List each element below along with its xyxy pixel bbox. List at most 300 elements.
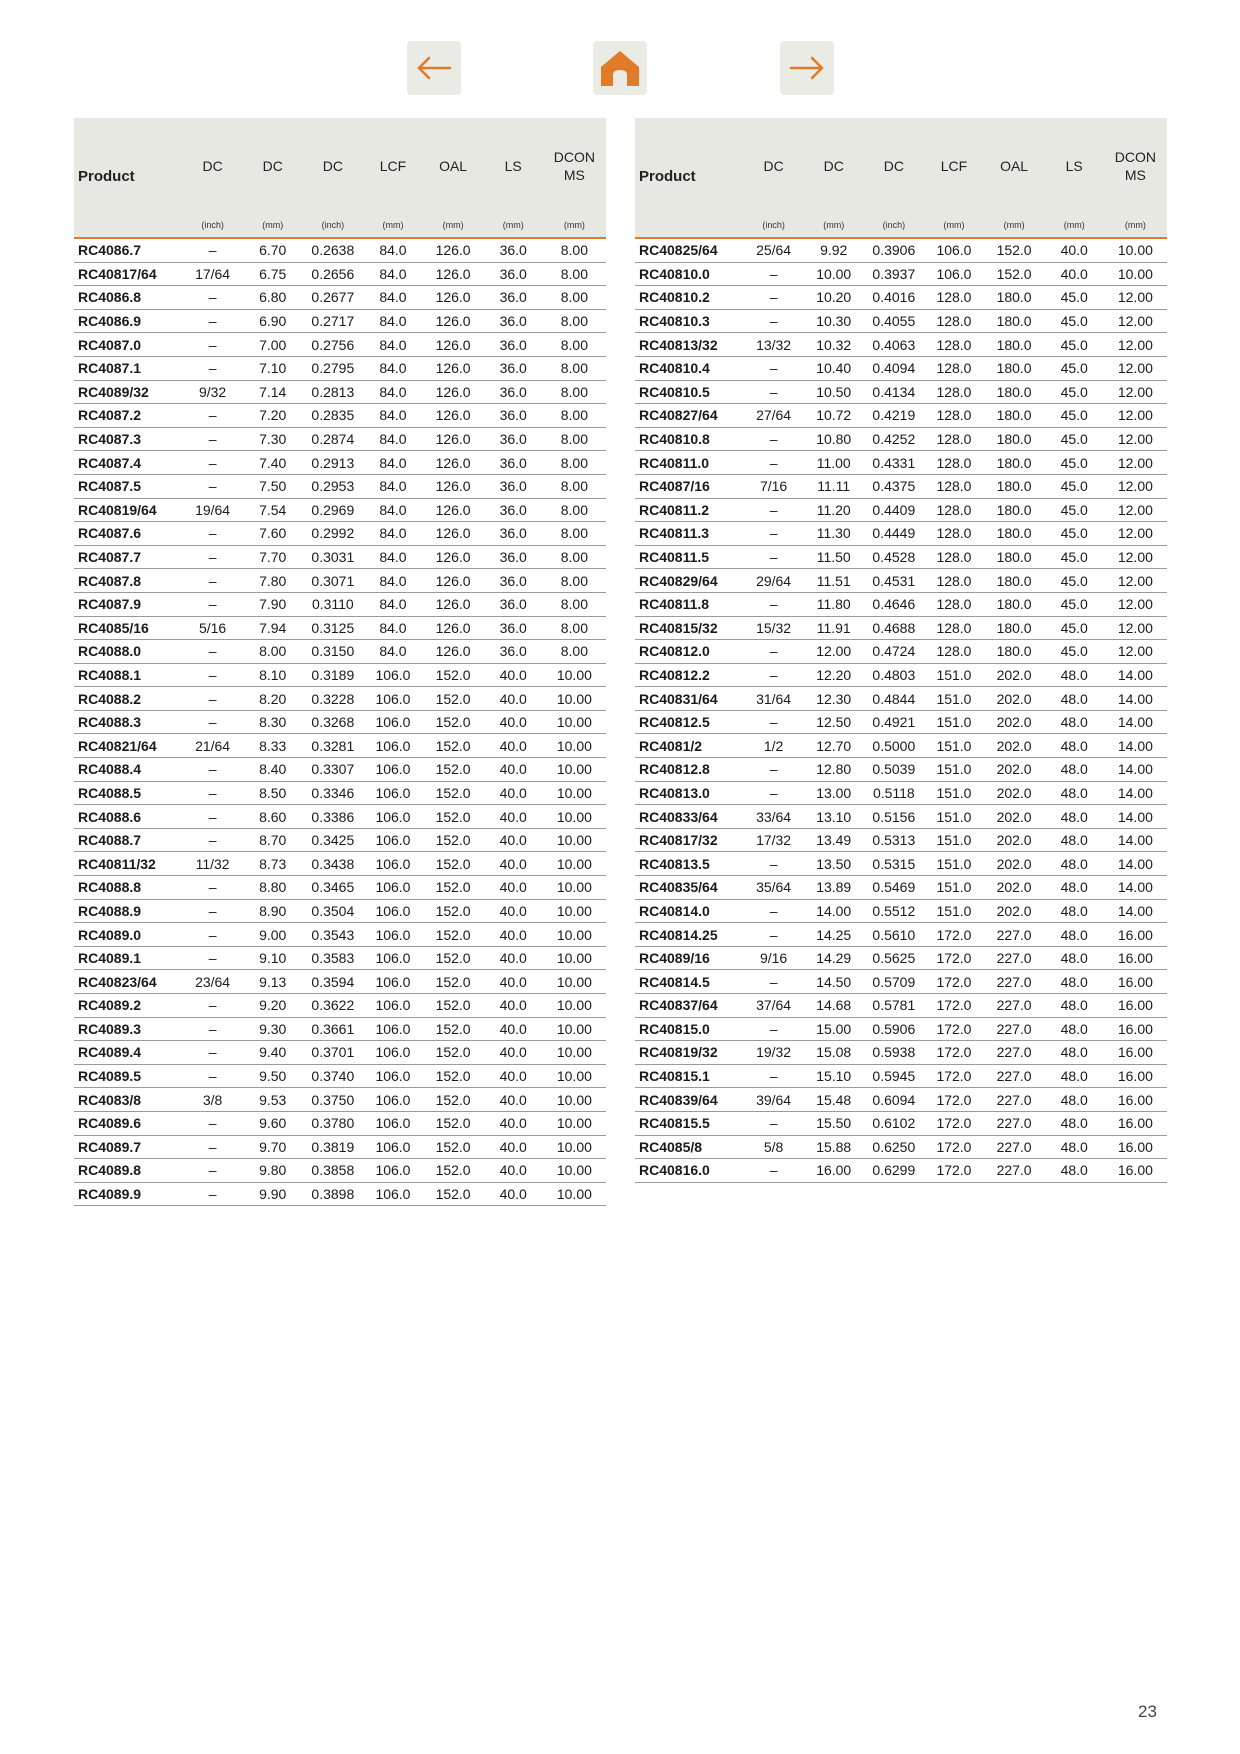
column-header-oal: OAL (984, 118, 1045, 213)
cell-ls: 45.0 (1045, 356, 1104, 380)
cell-oal: 152.0 (423, 946, 484, 970)
cell-ls: 40.0 (484, 1041, 543, 1065)
cell-lcf: 84.0 (363, 640, 422, 664)
cell-dc-inch-fraction: – (743, 427, 804, 451)
cell-dc-mm: 6.90 (243, 309, 302, 333)
table-row (635, 734, 1167, 758)
cell-dc-inch-decimal: 0.5118 (863, 781, 924, 805)
table-row (74, 545, 606, 569)
cell-lcf: 84.0 (363, 238, 422, 262)
cell-product-code: RC40810.3 (635, 309, 743, 333)
cell-oal: 180.0 (984, 404, 1045, 428)
table-units-row (635, 213, 1167, 238)
table-row (74, 498, 606, 522)
table-row (635, 663, 1167, 687)
cell-dc-mm: 12.80 (804, 758, 863, 782)
cell-lcf: 84.0 (363, 451, 422, 475)
cell-dcon-ms: 12.00 (1104, 616, 1167, 640)
cell-ls: 36.0 (484, 404, 543, 428)
cell-oal: 152.0 (423, 852, 484, 876)
cell-dc-inch-decimal: 0.5938 (863, 1041, 924, 1065)
cell-product-code: RC4089.9 (74, 1182, 182, 1206)
table-row (74, 923, 606, 947)
cell-product-code: RC4089.2 (74, 994, 182, 1018)
cell-dcon-ms: 14.00 (1104, 852, 1167, 876)
cell-dc-inch-fraction: – (182, 946, 243, 970)
cell-ls: 45.0 (1045, 427, 1104, 451)
cell-oal: 152.0 (423, 994, 484, 1018)
cell-dc-mm: 8.70 (243, 828, 302, 852)
home-icon (600, 49, 640, 87)
cell-dcon-ms: 12.00 (1104, 474, 1167, 498)
cell-dc-mm: 15.00 (804, 1017, 863, 1041)
cell-dc-inch-decimal: 0.3543 (302, 923, 363, 947)
cell-ls: 36.0 (484, 474, 543, 498)
cell-oal: 180.0 (984, 592, 1045, 616)
cell-lcf: 172.0 (924, 1159, 983, 1183)
table-row (635, 498, 1167, 522)
cell-dc-inch-decimal: 0.2969 (302, 498, 363, 522)
table-row (74, 1041, 606, 1065)
cell-dcon-ms: 12.00 (1104, 522, 1167, 546)
cell-dc-inch-fraction: – (182, 592, 243, 616)
home-button[interactable] (593, 41, 647, 95)
cell-dc-mm: 10.32 (804, 333, 863, 357)
cell-dc-inch-fraction: – (743, 1159, 804, 1183)
cell-oal: 227.0 (984, 1088, 1045, 1112)
cell-dc-mm: 8.30 (243, 710, 302, 734)
cell-dc-inch-decimal: 0.2835 (302, 404, 363, 428)
cell-dc-inch-fraction: – (743, 356, 804, 380)
cell-lcf: 106.0 (363, 899, 422, 923)
cell-dc-mm: 14.25 (804, 923, 863, 947)
cell-dc-inch-fraction: – (743, 710, 804, 734)
cell-dc-inch-decimal: 0.3307 (302, 758, 363, 782)
cell-product-code: RC40816.0 (635, 1159, 743, 1183)
cell-lcf: 84.0 (363, 286, 422, 310)
cell-dc-mm: 11.50 (804, 545, 863, 569)
cell-ls: 45.0 (1045, 309, 1104, 333)
cell-dc-inch-decimal: 0.3150 (302, 640, 363, 664)
cell-oal: 180.0 (984, 380, 1045, 404)
column-header-dc-inch: DC (182, 118, 243, 213)
cell-oal: 180.0 (984, 569, 1045, 593)
cell-dcon-ms: 10.00 (543, 1064, 606, 1088)
cell-product-code: RC4088.1 (74, 663, 182, 687)
cell-dc-inch-fraction: 19/32 (743, 1041, 804, 1065)
unit-oal: (mm) (423, 213, 484, 238)
cell-dcon-ms: 10.00 (543, 758, 606, 782)
table-row (74, 852, 606, 876)
table-row (74, 616, 606, 640)
table-row (74, 262, 606, 286)
cell-oal: 180.0 (984, 545, 1045, 569)
cell-lcf: 106.0 (363, 1041, 422, 1065)
cell-lcf: 106.0 (363, 828, 422, 852)
cell-dcon-ms: 10.00 (543, 970, 606, 994)
cell-dcon-ms: 10.00 (543, 1017, 606, 1041)
table-row (74, 356, 606, 380)
table-row (635, 758, 1167, 782)
cell-dc-inch-decimal: 0.4134 (863, 380, 924, 404)
cell-lcf: 128.0 (924, 522, 983, 546)
column-header-ls: LS (1045, 118, 1104, 213)
cell-lcf: 84.0 (363, 569, 422, 593)
cell-dc-inch-decimal: 0.5625 (863, 946, 924, 970)
cell-lcf: 106.0 (924, 238, 983, 262)
cell-dc-mm: 13.49 (804, 828, 863, 852)
cell-ls: 40.0 (484, 1088, 543, 1112)
cell-lcf: 106.0 (363, 970, 422, 994)
cell-dc-inch-fraction: – (182, 1135, 243, 1159)
cell-product-code: RC4089.4 (74, 1041, 182, 1065)
table-row (74, 592, 606, 616)
cell-dc-inch-decimal: 0.3906 (863, 238, 924, 262)
cell-dc-mm: 14.50 (804, 970, 863, 994)
cell-ls: 36.0 (484, 616, 543, 640)
cell-dc-inch-fraction: – (743, 498, 804, 522)
cell-dc-mm: 11.00 (804, 451, 863, 475)
table-header-row (74, 118, 606, 213)
cell-dc-inch-fraction: 3/8 (182, 1088, 243, 1112)
cell-oal: 227.0 (984, 946, 1045, 970)
table-row (74, 994, 606, 1018)
cell-product-code: RC4087.9 (74, 592, 182, 616)
cell-product-code: RC4089.6 (74, 1111, 182, 1135)
cell-dcon-ms: 8.00 (543, 286, 606, 310)
cell-lcf: 106.0 (363, 1088, 422, 1112)
cell-dc-inch-fraction: 39/64 (743, 1088, 804, 1112)
cell-dc-inch-fraction: – (182, 1111, 243, 1135)
cell-lcf: 172.0 (924, 1064, 983, 1088)
table-row (74, 663, 606, 687)
cell-dc-mm: 14.29 (804, 946, 863, 970)
table-row (74, 522, 606, 546)
cell-dc-inch-decimal: 0.4331 (863, 451, 924, 475)
cell-product-code: RC4085/8 (635, 1135, 743, 1159)
next-page-button[interactable] (780, 41, 834, 95)
cell-ls: 36.0 (484, 640, 543, 664)
cell-dc-inch-fraction: 17/32 (743, 828, 804, 852)
cell-oal: 202.0 (984, 687, 1045, 711)
cell-lcf: 151.0 (924, 876, 983, 900)
cell-dcon-ms: 14.00 (1104, 758, 1167, 782)
table-row (635, 852, 1167, 876)
cell-ls: 40.0 (484, 1017, 543, 1041)
cell-ls: 36.0 (484, 427, 543, 451)
cell-dcon-ms: 14.00 (1104, 828, 1167, 852)
cell-oal: 126.0 (423, 286, 484, 310)
table-row (635, 592, 1167, 616)
cell-dc-mm: 15.88 (804, 1135, 863, 1159)
unit-dcon-ms: (mm) (543, 213, 606, 238)
cell-ls: 36.0 (484, 356, 543, 380)
cell-dc-inch-fraction: 21/64 (182, 734, 243, 758)
cell-ls: 45.0 (1045, 616, 1104, 640)
unit-oal: (mm) (984, 213, 1045, 238)
cell-oal: 227.0 (984, 1111, 1045, 1135)
cell-dc-inch-fraction: – (743, 781, 804, 805)
cell-dc-mm: 8.33 (243, 734, 302, 758)
cell-ls: 48.0 (1045, 828, 1104, 852)
cell-product-code: RC40811.0 (635, 451, 743, 475)
cell-dc-inch-fraction: – (182, 522, 243, 546)
cell-product-code: RC4088.8 (74, 876, 182, 900)
cell-dc-inch-fraction: – (743, 852, 804, 876)
cell-dc-mm: 12.50 (804, 710, 863, 734)
cell-ls: 48.0 (1045, 1159, 1104, 1183)
unit-dcon-ms: (mm) (1104, 213, 1167, 238)
cell-ls: 40.0 (484, 946, 543, 970)
column-header-product: Product (74, 118, 182, 213)
cell-dc-inch-fraction: – (182, 663, 243, 687)
cell-lcf: 172.0 (924, 1111, 983, 1135)
cell-dc-inch-fraction: 9/16 (743, 946, 804, 970)
cell-lcf: 128.0 (924, 616, 983, 640)
cell-ls: 40.0 (484, 923, 543, 947)
cell-dc-inch-fraction: 15/32 (743, 616, 804, 640)
cell-product-code: RC40833/64 (635, 805, 743, 829)
cell-dcon-ms: 8.00 (543, 238, 606, 262)
cell-ls: 40.0 (484, 970, 543, 994)
table-row (74, 451, 606, 475)
cell-oal: 180.0 (984, 333, 1045, 357)
cell-dc-inch-decimal: 0.4055 (863, 309, 924, 333)
cell-oal: 180.0 (984, 451, 1045, 475)
cell-dc-inch-fraction: – (182, 687, 243, 711)
cell-dc-mm: 10.72 (804, 404, 863, 428)
cell-lcf: 106.0 (363, 1135, 422, 1159)
cell-dcon-ms: 10.00 (543, 781, 606, 805)
cell-dc-inch-fraction: – (182, 238, 243, 262)
cell-dc-mm: 10.00 (804, 262, 863, 286)
cell-oal: 126.0 (423, 569, 484, 593)
cell-ls: 36.0 (484, 592, 543, 616)
cell-oal: 126.0 (423, 309, 484, 333)
cell-product-code: RC4087.5 (74, 474, 182, 498)
table-row (635, 616, 1167, 640)
cell-dc-inch-fraction: – (743, 1111, 804, 1135)
cell-dc-inch-decimal: 0.2795 (302, 356, 363, 380)
cell-lcf: 84.0 (363, 309, 422, 333)
cell-product-code: RC40815.1 (635, 1064, 743, 1088)
cell-lcf: 84.0 (363, 592, 422, 616)
cell-ls: 48.0 (1045, 1064, 1104, 1088)
cell-dcon-ms: 10.00 (543, 946, 606, 970)
cell-oal: 202.0 (984, 876, 1045, 900)
cell-lcf: 172.0 (924, 1088, 983, 1112)
cell-oal: 152.0 (423, 781, 484, 805)
table-row (635, 970, 1167, 994)
table-row (74, 687, 606, 711)
cell-dcon-ms: 10.00 (543, 1159, 606, 1183)
cell-ls: 48.0 (1045, 876, 1104, 900)
cell-ls: 40.0 (484, 758, 543, 782)
cell-ls: 45.0 (1045, 286, 1104, 310)
cell-dcon-ms: 16.00 (1104, 970, 1167, 994)
table-row (635, 640, 1167, 664)
cell-product-code: RC40812.2 (635, 663, 743, 687)
cell-dcon-ms: 10.00 (543, 1041, 606, 1065)
cell-dc-inch-decimal: 0.3189 (302, 663, 363, 687)
cell-lcf: 151.0 (924, 734, 983, 758)
cell-lcf: 151.0 (924, 828, 983, 852)
cell-dc-inch-decimal: 0.3438 (302, 852, 363, 876)
cell-lcf: 151.0 (924, 663, 983, 687)
table-row (74, 474, 606, 498)
cell-dcon-ms: 14.00 (1104, 663, 1167, 687)
table-row (635, 876, 1167, 900)
cell-product-code: RC4088.7 (74, 828, 182, 852)
cell-dc-mm: 9.20 (243, 994, 302, 1018)
cell-dc-mm: 7.40 (243, 451, 302, 475)
cell-dc-inch-decimal: 0.3071 (302, 569, 363, 593)
previous-page-button[interactable] (407, 41, 461, 95)
cell-dc-inch-decimal: 0.5039 (863, 758, 924, 782)
cell-dc-inch-fraction: – (743, 309, 804, 333)
cell-product-code: RC4087.6 (74, 522, 182, 546)
cell-dc-inch-decimal: 0.4375 (863, 474, 924, 498)
cell-dc-inch-decimal: 0.3031 (302, 545, 363, 569)
navigation-bar (0, 41, 1240, 95)
cell-ls: 40.0 (484, 1064, 543, 1088)
column-header-dc-inch-decimal: DC (302, 118, 363, 213)
cell-oal: 202.0 (984, 781, 1045, 805)
cell-product-code: RC4088.6 (74, 805, 182, 829)
cell-lcf: 172.0 (924, 1041, 983, 1065)
cell-dcon-ms: 10.00 (543, 876, 606, 900)
table-row (74, 876, 606, 900)
arrow-left-icon (414, 53, 454, 83)
cell-lcf: 106.0 (363, 852, 422, 876)
table-row (74, 734, 606, 758)
cell-lcf: 84.0 (363, 333, 422, 357)
cell-dcon-ms: 12.00 (1104, 451, 1167, 475)
cell-dcon-ms: 8.00 (543, 427, 606, 451)
cell-dc-inch-fraction: – (182, 640, 243, 664)
cell-lcf: 106.0 (363, 876, 422, 900)
cell-dc-mm: 7.30 (243, 427, 302, 451)
cell-dc-mm: 7.50 (243, 474, 302, 498)
cell-dc-inch-decimal: 0.4921 (863, 710, 924, 734)
cell-lcf: 151.0 (924, 781, 983, 805)
cell-dc-mm: 12.00 (804, 640, 863, 664)
cell-product-code: RC40823/64 (74, 970, 182, 994)
cell-product-code: RC4089/32 (74, 380, 182, 404)
cell-dc-inch-fraction: 33/64 (743, 805, 804, 829)
cell-product-code: RC4089.0 (74, 923, 182, 947)
cell-lcf: 84.0 (363, 262, 422, 286)
table-row (635, 1064, 1167, 1088)
cell-lcf: 84.0 (363, 545, 422, 569)
table-units-row (74, 213, 606, 238)
unit-dc-mm: (mm) (804, 213, 863, 238)
cell-dc-inch-fraction: – (182, 333, 243, 357)
cell-dc-inch-decimal: 0.4528 (863, 545, 924, 569)
cell-oal: 126.0 (423, 640, 484, 664)
cell-dc-inch-fraction: – (182, 1159, 243, 1183)
cell-dcon-ms: 10.00 (543, 734, 606, 758)
cell-dc-mm: 9.50 (243, 1064, 302, 1088)
table-row (74, 758, 606, 782)
cell-dc-mm: 9.70 (243, 1135, 302, 1159)
cell-dc-mm: 9.53 (243, 1088, 302, 1112)
product-table-right-container (635, 118, 1167, 1183)
cell-dc-mm: 15.10 (804, 1064, 863, 1088)
cell-dc-mm: 10.20 (804, 286, 863, 310)
cell-dcon-ms: 8.00 (543, 356, 606, 380)
cell-oal: 152.0 (423, 758, 484, 782)
cell-dc-inch-fraction: – (182, 994, 243, 1018)
cell-dcon-ms: 8.00 (543, 545, 606, 569)
cell-dc-inch-fraction: – (743, 262, 804, 286)
cell-product-code: RC40811.8 (635, 592, 743, 616)
cell-dc-inch-fraction: 29/64 (743, 569, 804, 593)
cell-dc-inch-decimal: 0.5709 (863, 970, 924, 994)
cell-dc-inch-fraction: 5/8 (743, 1135, 804, 1159)
table-header-row (635, 118, 1167, 213)
cell-dc-inch-fraction: 19/64 (182, 498, 243, 522)
cell-dc-inch-fraction: – (743, 758, 804, 782)
cell-oal: 227.0 (984, 1159, 1045, 1183)
unit-ls: (mm) (484, 213, 543, 238)
cell-dc-inch-fraction: – (182, 569, 243, 593)
cell-dc-inch-decimal: 0.4531 (863, 569, 924, 593)
cell-dc-mm: 7.80 (243, 569, 302, 593)
cell-oal: 202.0 (984, 899, 1045, 923)
cell-oal: 227.0 (984, 994, 1045, 1018)
cell-dc-inch-fraction: – (743, 592, 804, 616)
cell-dc-inch-decimal: 0.3780 (302, 1111, 363, 1135)
table-row (74, 828, 606, 852)
cell-dcon-ms: 8.00 (543, 333, 606, 357)
cell-dc-inch-decimal: 0.4063 (863, 333, 924, 357)
cell-dcon-ms: 14.00 (1104, 805, 1167, 829)
cell-lcf: 106.0 (363, 663, 422, 687)
cell-dc-inch-decimal: 0.4016 (863, 286, 924, 310)
cell-dcon-ms: 12.00 (1104, 569, 1167, 593)
cell-dc-inch-fraction: – (182, 805, 243, 829)
cell-product-code: RC4088.2 (74, 687, 182, 711)
cell-dc-mm: 10.40 (804, 356, 863, 380)
cell-dcon-ms: 8.00 (543, 380, 606, 404)
cell-oal: 126.0 (423, 451, 484, 475)
cell-oal: 227.0 (984, 1041, 1045, 1065)
table-row (635, 309, 1167, 333)
cell-dc-inch-fraction: – (182, 1182, 243, 1206)
cell-oal: 126.0 (423, 616, 484, 640)
cell-product-code: RC40814.25 (635, 923, 743, 947)
cell-dc-inch-fraction: – (182, 356, 243, 380)
cell-lcf: 172.0 (924, 946, 983, 970)
cell-dc-inch-decimal: 0.5945 (863, 1064, 924, 1088)
cell-dcon-ms: 16.00 (1104, 946, 1167, 970)
cell-product-code: RC40827/64 (635, 404, 743, 428)
cell-lcf: 128.0 (924, 404, 983, 428)
page-number: 23 (1138, 1702, 1157, 1721)
cell-ls: 45.0 (1045, 569, 1104, 593)
cell-lcf: 106.0 (363, 923, 422, 947)
cell-dcon-ms: 16.00 (1104, 1017, 1167, 1041)
cell-dcon-ms: 10.00 (1104, 262, 1167, 286)
cell-product-code: RC40810.8 (635, 427, 743, 451)
cell-dc-mm: 7.20 (243, 404, 302, 428)
cell-product-code: RC40815.5 (635, 1111, 743, 1135)
cell-dc-inch-decimal: 0.4219 (863, 404, 924, 428)
cell-ls: 36.0 (484, 333, 543, 357)
unit-dc-inch: (inch) (182, 213, 243, 238)
cell-dcon-ms: 14.00 (1104, 710, 1167, 734)
